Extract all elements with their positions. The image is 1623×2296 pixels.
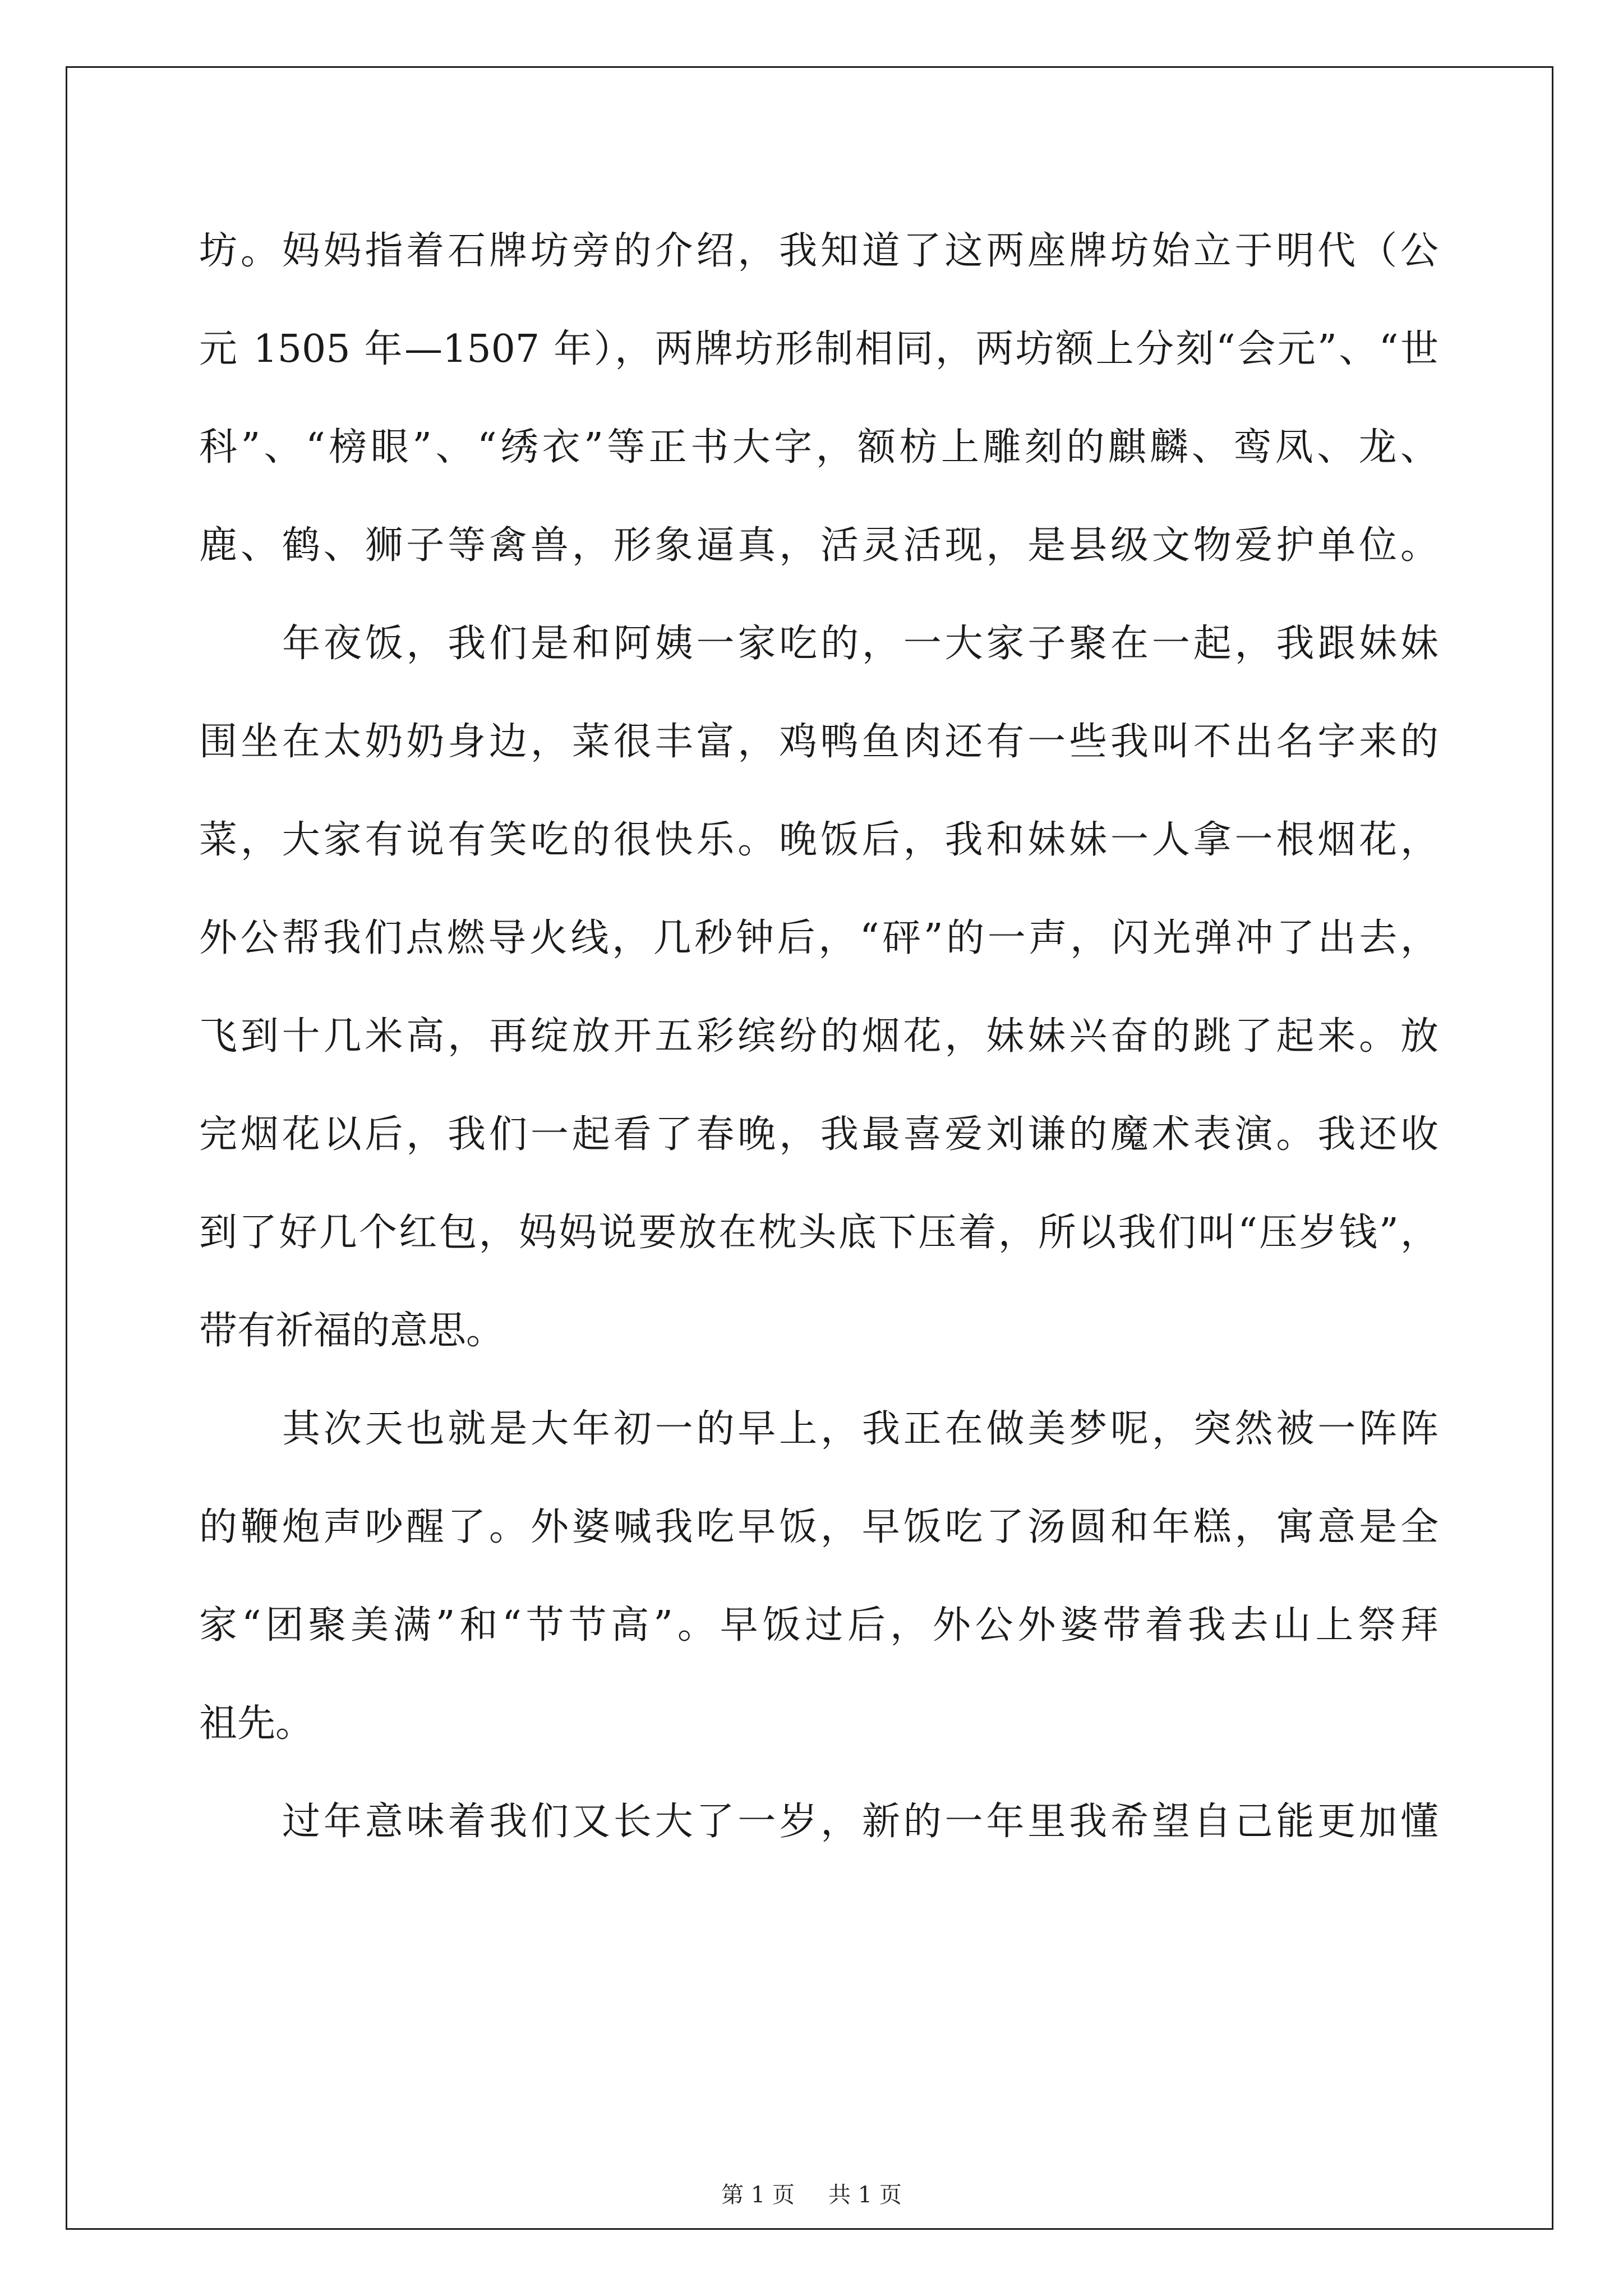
paragraph-last-line: 带有祈福的意思。 bbox=[199, 1309, 505, 1353]
paragraph-first-line: 年夜饭，我们是和阿姨一家吃的，一大家子聚在一起，我跟妹妹 bbox=[282, 622, 1438, 666]
page-footer bbox=[0, 2181, 1623, 2209]
text-line: 元 1505 年—1507 年），两牌坊形制相同，两坊额上分刻“会元”、“世 bbox=[199, 327, 1438, 371]
paragraph-first-line: 其次天也就是大年初一的早上，我正在做美梦呢，突然被一阵阵 bbox=[282, 1407, 1438, 1451]
paragraph-last-line: 祖先。 bbox=[199, 1701, 314, 1746]
text-line: 外公帮我们点燃导火线，几秒钟后，“砰”的一声，闪光弹冲了出去， bbox=[199, 916, 1438, 960]
text-line: 完烟花以后，我们一起看了春晚，我最喜爱刘谦的魔术表演。我还收 bbox=[199, 1112, 1438, 1157]
text-line: 飞到十几米高，再绽放开五彩缤纷的烟花，妹妹兴奋的跳了起来。放 bbox=[199, 1014, 1438, 1059]
paragraph-first-line: 过年意味着我们又长大了一岁，新的一年里我希望自己能更加懂 bbox=[282, 1800, 1438, 1844]
page-number: 第 1 页 bbox=[721, 2182, 795, 2208]
document-body bbox=[199, 202, 1438, 1871]
page-total: 共 1 页 bbox=[828, 2182, 902, 2208]
text-line: 围坐在太奶奶身边，菜很丰富，鸡鸭鱼肉还有一些我叫不出名字来的 bbox=[199, 720, 1438, 764]
text-line: 鹿、鹤、狮子等禽兽，形象逼真，活灵活现，是县级文物爱护单位。 bbox=[199, 523, 1438, 568]
text-line: 坊。妈妈指着石牌坊旁的介绍，我知道了这两座牌坊始立于明代（公 bbox=[199, 229, 1438, 273]
text-line: 科”、“榜眼”、“绣衣”等正书大字，额枋上雕刻的麒麟、鸾凤、龙、 bbox=[199, 425, 1438, 470]
text-line: 菜，大家有说有笑吃的很快乐。晚饭后，我和妹妹一人拿一根烟花， bbox=[199, 818, 1438, 862]
text-line: 家“团聚美满”和“节节高”。早饭过后，外公外婆带着我去山上祭拜 bbox=[199, 1603, 1438, 1648]
text-line: 到了好几个红包，妈妈说要放在枕头底下压着，所以我们叫“压岁钱”， bbox=[199, 1211, 1438, 1255]
text-line: 的鞭炮声吵醒了。外婆喊我吃早饭，早饭吃了汤圆和年糕，寓意是全 bbox=[199, 1505, 1438, 1549]
